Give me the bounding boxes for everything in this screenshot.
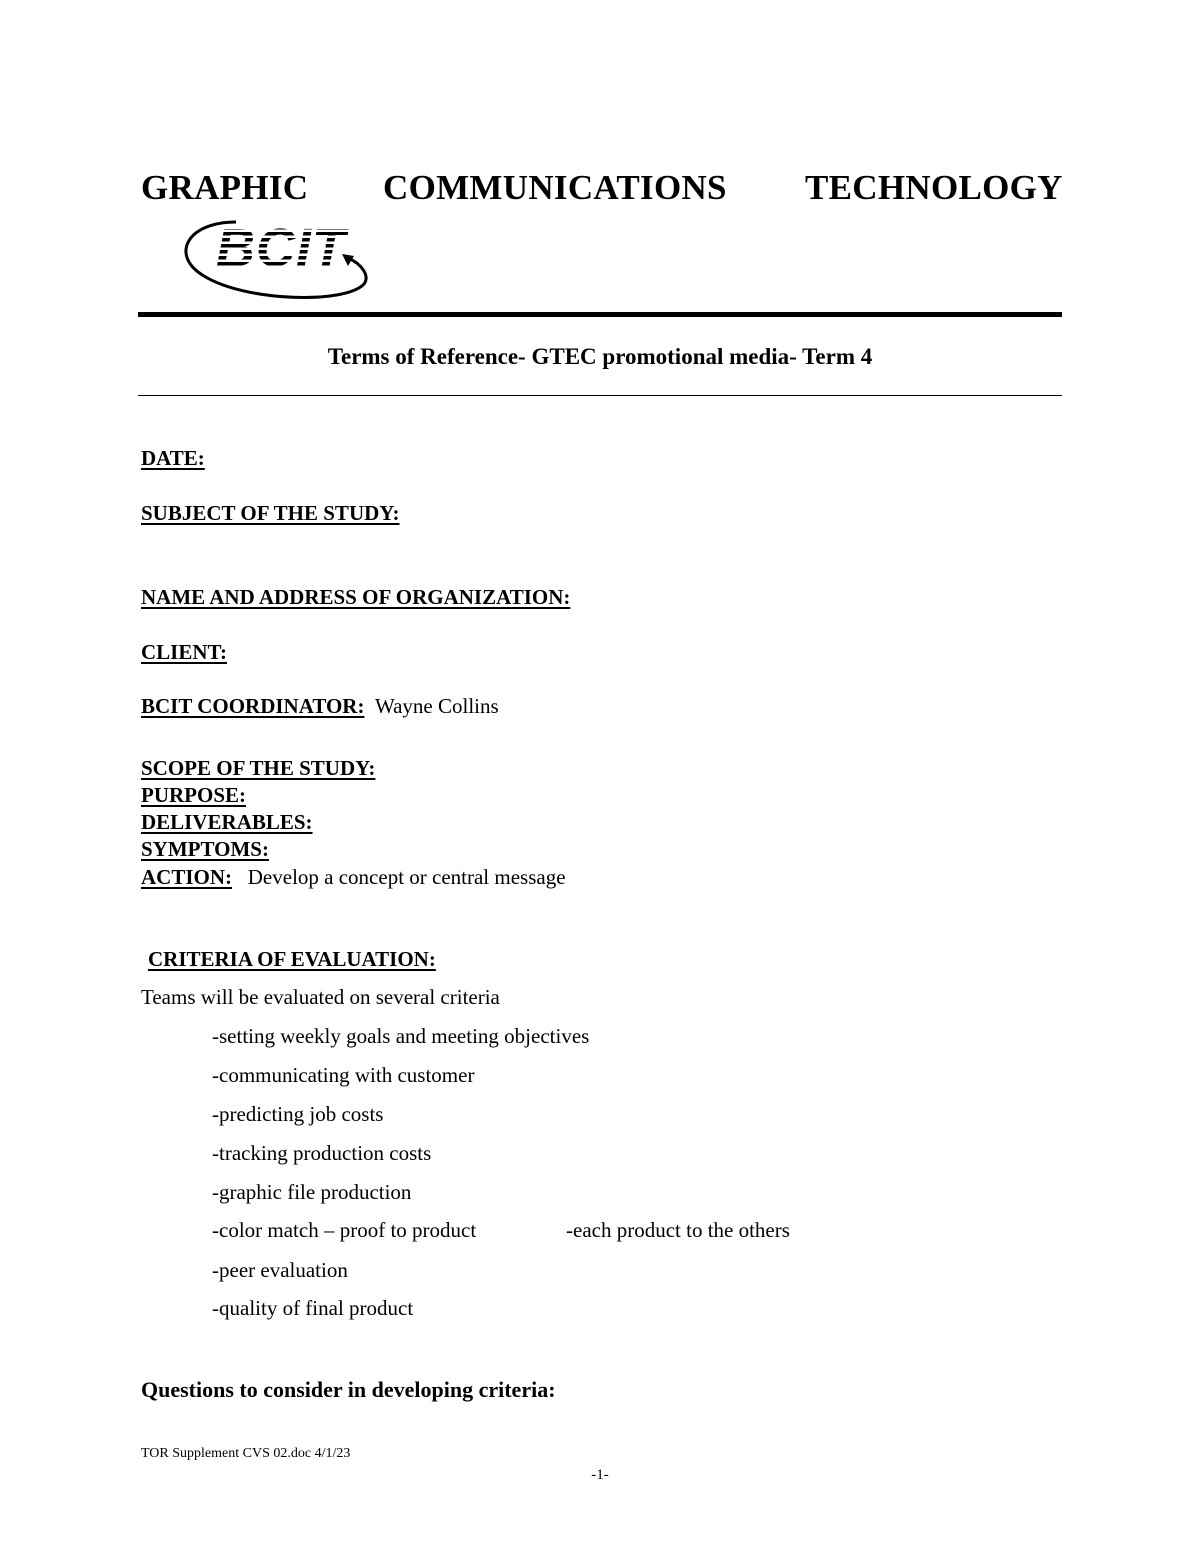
criteria-field xyxy=(148,946,436,972)
action-label: ACTION: xyxy=(141,865,233,889)
page-number: -1- xyxy=(591,1467,609,1483)
scope-field xyxy=(141,755,375,781)
header-word-graphic: GRAPHIC xyxy=(141,168,309,207)
criteria-item: -setting weekly goals and meeting objectives xyxy=(212,1024,590,1048)
purpose-field xyxy=(141,782,246,808)
criteria-item: -peer evaluation xyxy=(212,1258,348,1282)
subject-field xyxy=(141,500,400,526)
coordinator-value: Wayne Collins xyxy=(374,694,499,718)
coordinator-field xyxy=(141,693,499,719)
symptoms-field xyxy=(141,836,269,862)
deliverables-label: DELIVERABLES: xyxy=(141,810,313,834)
criteria-item-extra: -each product to the others xyxy=(566,1218,790,1242)
criteria-item: -predicting job costs xyxy=(212,1102,384,1126)
header-word-communications: COMMUNICATIONS xyxy=(383,168,727,207)
action-field xyxy=(141,864,566,890)
organization-field xyxy=(141,584,570,610)
purpose-label: PURPOSE: xyxy=(141,783,246,807)
action-value: Develop a concept or central message xyxy=(247,865,566,889)
coordinator-label: BCIT COORDINATOR: xyxy=(141,694,365,718)
symptoms-label: SYMPTOMS: xyxy=(141,837,269,861)
criteria-intro: Teams will be evaluated on several criteria xyxy=(141,985,500,1009)
criteria-item: -graphic file production xyxy=(212,1180,412,1204)
criteria-item: -quality of final product xyxy=(212,1296,414,1320)
subject-label: SUBJECT OF THE STUDY: xyxy=(141,501,400,525)
criteria-item: -tracking production costs xyxy=(212,1141,432,1165)
bcit-logo xyxy=(176,208,376,304)
header-word-technology: TECHNOLOGY xyxy=(805,168,1063,207)
scope-label: SCOPE OF THE STUDY: xyxy=(141,756,376,780)
document-subtitle: Terms of Reference- GTEC promotional media- Term 4 xyxy=(327,344,873,369)
footer-filename: TOR Supplement CVS 02.doc 4/1/23 xyxy=(141,1446,351,1461)
criteria-heading: CRITERIA OF EVALUATION: xyxy=(148,947,436,971)
date-label: DATE: xyxy=(141,446,205,470)
header-divider-thin xyxy=(138,395,1062,396)
date-field xyxy=(141,445,205,471)
organization-label: NAME AND ADDRESS OF ORGANIZATION: xyxy=(141,585,571,609)
client-label: CLIENT: xyxy=(141,640,227,664)
deliverables-field xyxy=(141,809,313,835)
questions-heading: Questions to consider in developing criteria: xyxy=(141,1377,556,1402)
bcit-logo-text: BCIT xyxy=(216,218,346,278)
criteria-item: -communicating with customer xyxy=(212,1063,475,1087)
client-field xyxy=(141,639,227,665)
header-divider-thick xyxy=(138,312,1062,317)
criteria-item: -color match – proof to product xyxy=(212,1218,477,1242)
